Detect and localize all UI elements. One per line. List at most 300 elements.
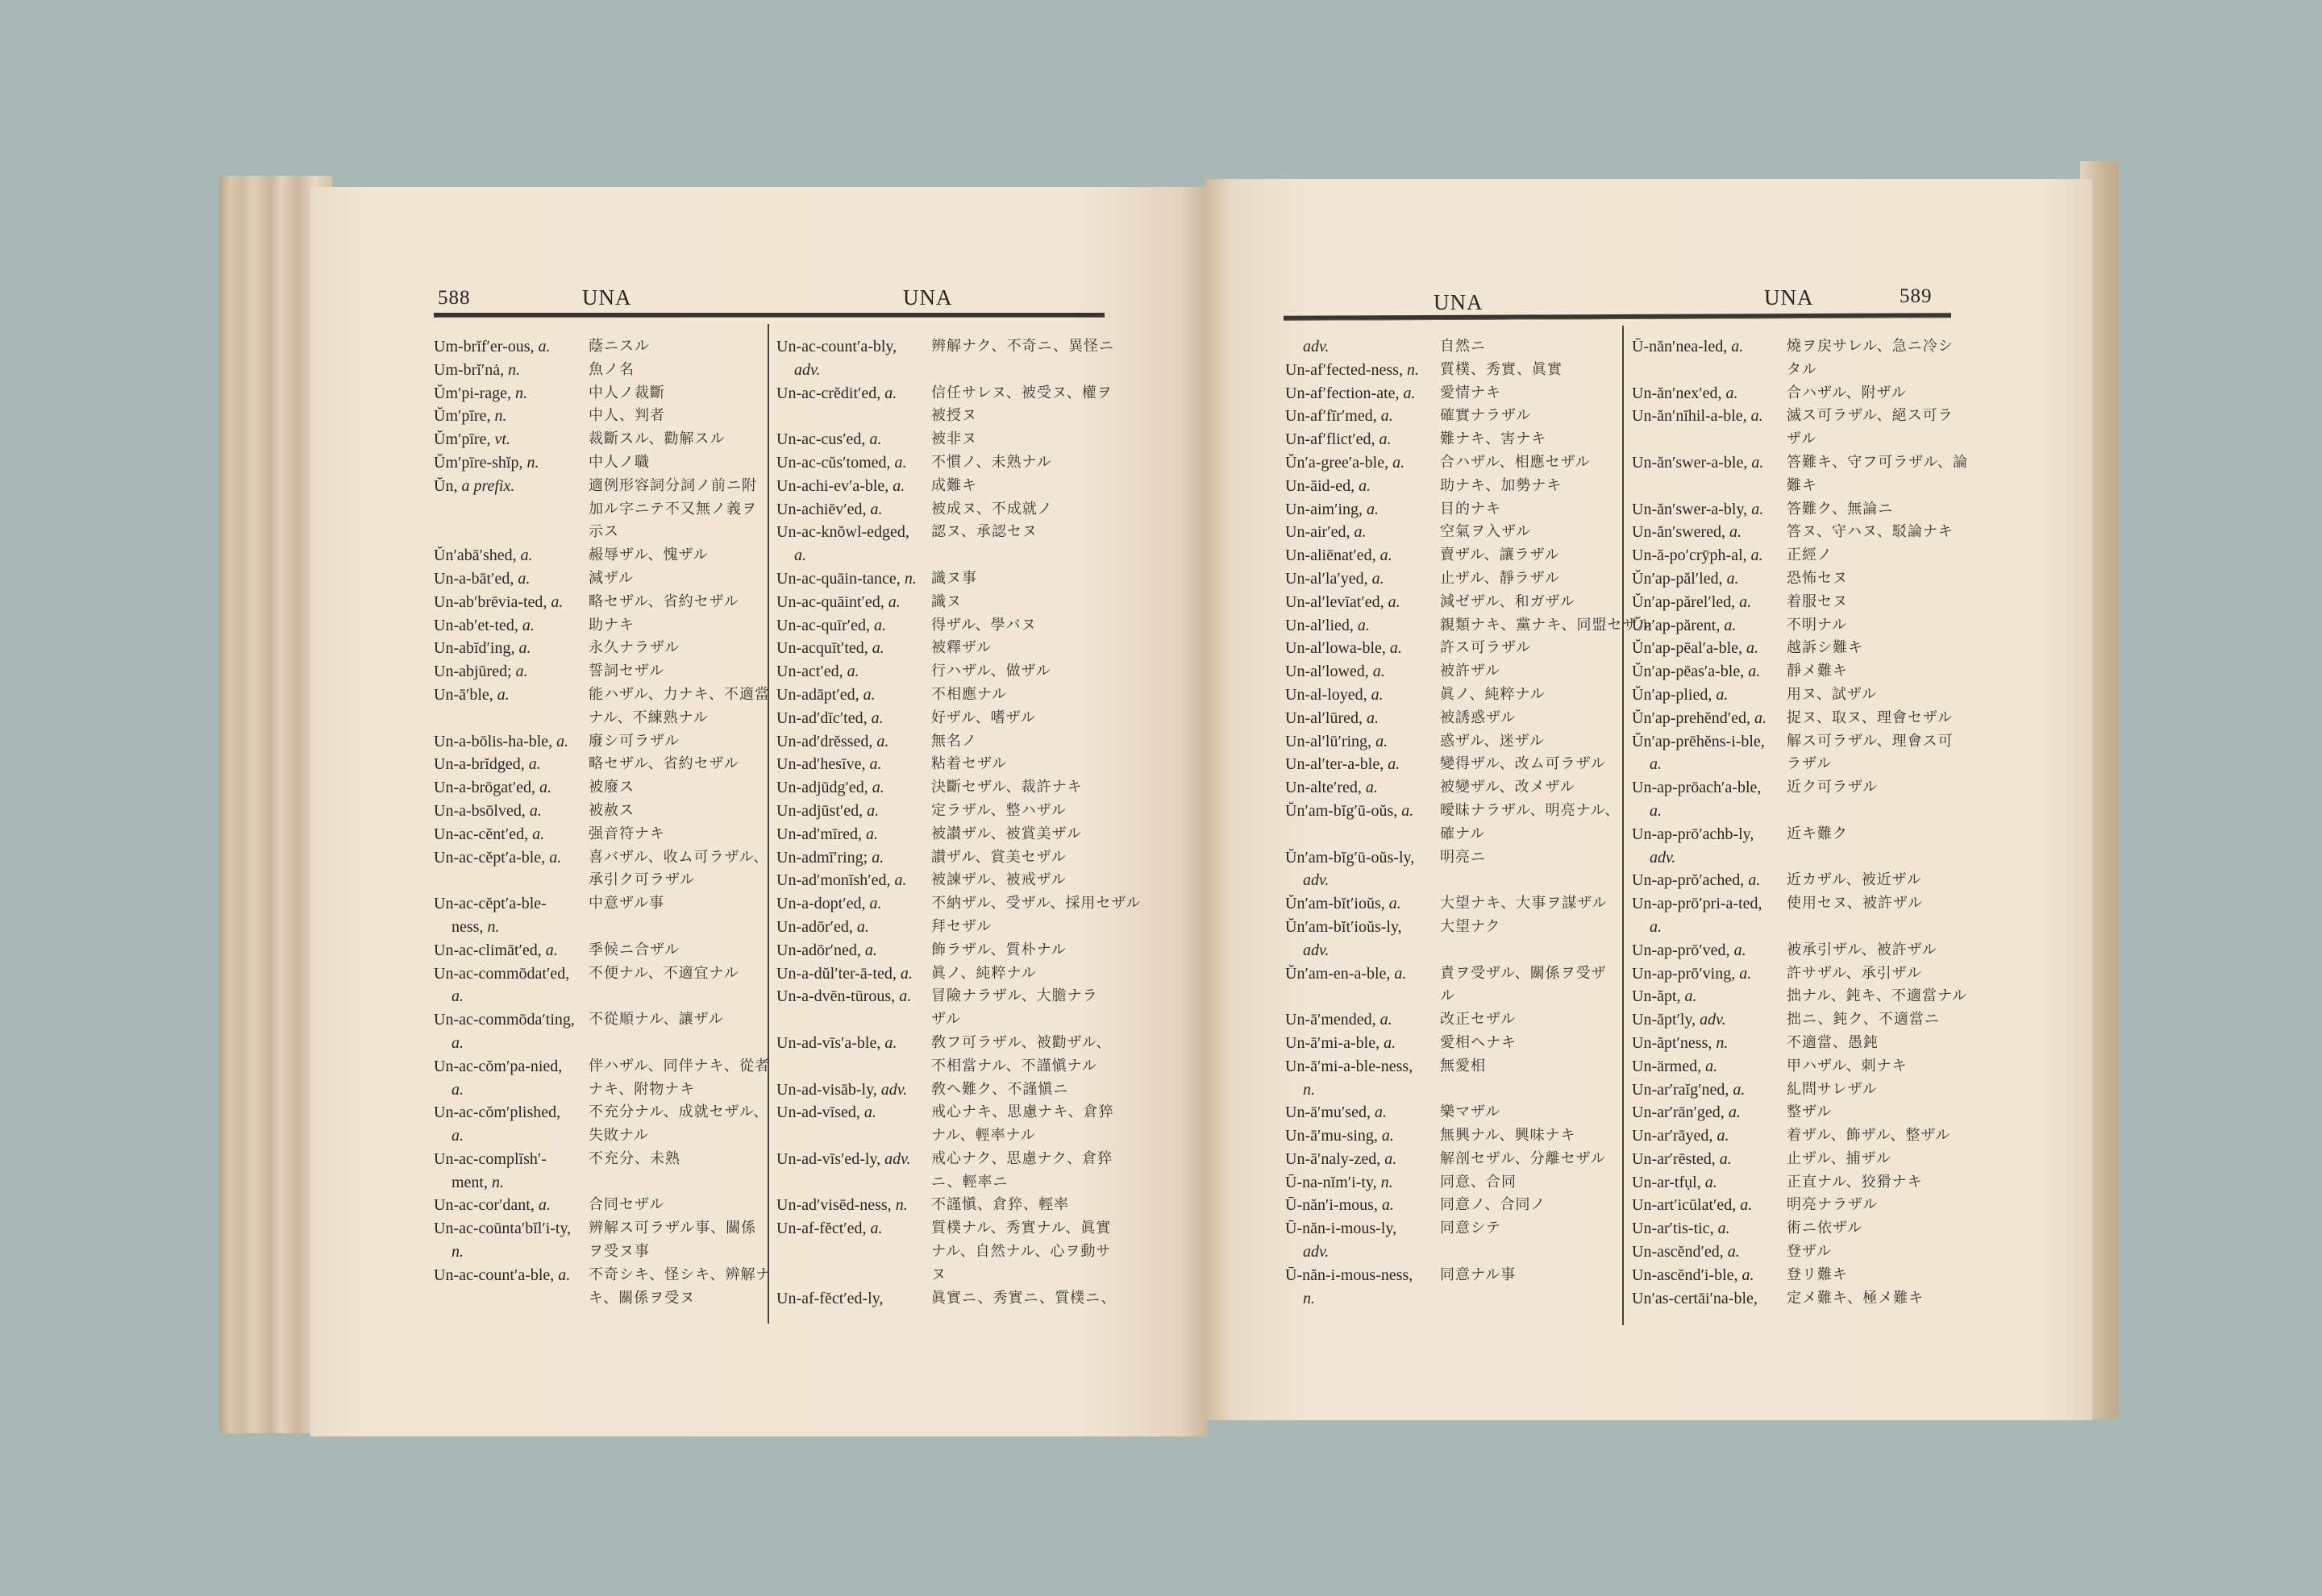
headword: Un-ăn′swered, (1632, 523, 1725, 542)
headword-line (434, 475, 589, 498)
right-column-1 (1285, 335, 1653, 1310)
headword-line (1285, 846, 1440, 870)
entry-gloss (931, 939, 1067, 962)
entry-headword (1285, 1264, 1440, 1311)
headword-line (1632, 962, 1787, 986)
dictionary-entry (1285, 892, 1653, 916)
dictionary-entry (776, 567, 1141, 591)
headword-continuation (434, 1032, 589, 1055)
gloss-line: 識ヌ事 (931, 569, 977, 587)
headword-line (776, 1194, 931, 1217)
entry-gloss (1787, 1008, 1940, 1032)
gloss-line: 使用セヌ、被許ザル (1787, 895, 1924, 912)
part-of-speech: adv. (1303, 871, 1330, 890)
entry-headword (1632, 1032, 1787, 1055)
entry-gloss (589, 800, 635, 823)
dictionary-entry (1285, 1148, 1653, 1171)
gloss-line: 强音符ナキ (589, 825, 665, 842)
right-column-2 (1632, 335, 1968, 1310)
gloss-line: 難ナキ、害ナキ (1440, 430, 1547, 448)
gloss-line: 同意ナル事 (1440, 1266, 1517, 1283)
headword: Ŭn′ap-plied, (1632, 685, 1712, 704)
part-of-speech: a. (539, 779, 551, 797)
entry-gloss (931, 335, 1114, 382)
headword: Un-ad-visāb-ly, (776, 1080, 877, 1099)
headword: Un-acquīt′ted, (776, 639, 868, 658)
part-of-speech: n. (494, 407, 507, 426)
dictionary-entry (776, 1032, 1141, 1079)
headword-line (776, 776, 931, 800)
dictionary-entry (1285, 591, 1653, 614)
entry-headword (776, 1287, 931, 1311)
headword: Un-af′fected-ness, (1285, 360, 1403, 379)
dictionary-entry (1632, 1101, 1968, 1124)
header-rule-left (434, 313, 1105, 318)
entry-headword (776, 707, 931, 730)
entry-headword (776, 985, 931, 1032)
dictionary-entry (1285, 521, 1653, 544)
dictionary-entry (1632, 1171, 1968, 1195)
gloss-line: 確ナル (1440, 825, 1486, 842)
headword-line (434, 359, 589, 382)
headword-line (434, 776, 589, 800)
dictionary-entry (1285, 1194, 1653, 1217)
headword: Un-ac-cĕpt′a-ble, (434, 848, 546, 867)
gloss-line: 被讃ザル、被賞美ザル (931, 825, 1082, 842)
headword-continuation (776, 359, 931, 382)
headword-line (1632, 1124, 1787, 1148)
gloss-line: 飾ラザル、質朴ナル (931, 941, 1067, 958)
entry-gloss (1787, 1287, 1924, 1311)
entry-headword (776, 776, 931, 800)
dictionary-entry (1632, 1032, 1968, 1055)
dictionary-entry (1285, 753, 1653, 776)
headword: Ŭn′abā′shed, (434, 547, 517, 565)
gloss-line: 拙ニ、鈍ク、不適當ニ (1787, 1011, 1940, 1029)
headword: Ŭn′ap-păl′led, (1632, 569, 1723, 588)
headword-line (1285, 684, 1440, 707)
part-of-speech: a. (863, 1103, 876, 1122)
part-of-speech: n. (1303, 1289, 1315, 1307)
headword-line (1632, 1287, 1787, 1311)
dictionary-entry (1632, 1264, 1968, 1287)
gloss-line: 被諫ザル、被戒ザル (931, 871, 1067, 889)
entry-gloss (1440, 1101, 1500, 1124)
part-of-speech: adv. (880, 1080, 908, 1099)
entry-headword (1285, 544, 1440, 567)
gloss-line: 認ヌ、承認セヌ (931, 523, 1038, 541)
gloss-line: 近キ難ク (1787, 825, 1848, 842)
entry-gloss (1440, 776, 1575, 800)
headword-continuation (434, 1079, 589, 1102)
entry-headword (1285, 567, 1440, 591)
headword-line (1285, 730, 1440, 754)
entry-headword (434, 939, 589, 962)
dictionary-entry (1632, 544, 1968, 567)
entry-gloss (931, 614, 1037, 638)
headword: Un-ā′mi-a-ble-ness, (1285, 1057, 1413, 1075)
entry-gloss (1787, 1264, 1848, 1287)
entry-headword (1632, 1055, 1787, 1079)
part-of-speech: a. (1403, 384, 1416, 402)
gloss-line: 無愛相 (1440, 1057, 1486, 1074)
entry-gloss (931, 591, 962, 614)
entry-headword (1285, 475, 1440, 498)
entry-gloss (1787, 591, 1848, 614)
dictionary-entry (434, 475, 772, 544)
dictionary-entry (776, 939, 1141, 962)
dictionary-entry (1285, 962, 1653, 1009)
headword: Ū-na-nĭm′i-ty, (1285, 1173, 1377, 1191)
gloss-line: 改正セザル (1440, 1011, 1517, 1029)
entry-headword (1632, 591, 1787, 614)
headword-line (1632, 985, 1787, 1008)
entry-gloss (931, 823, 1082, 846)
part-of-speech: a. (863, 685, 876, 704)
headword-line (1632, 591, 1787, 614)
part-of-speech: adv. (1303, 338, 1330, 355)
entry-gloss (1787, 776, 1878, 823)
headword-line (434, 1194, 589, 1217)
gloss-line: 助ナキ、加勢ナキ (1440, 476, 1563, 494)
headword-line (434, 939, 589, 962)
gloss-line: 正經ノ (1787, 547, 1833, 564)
headword-line (1285, 776, 1440, 800)
headword-line (776, 707, 931, 730)
part-of-speech: a. (1748, 663, 1761, 681)
entry-gloss (1440, 1171, 1517, 1195)
entry-gloss (931, 1194, 1069, 1217)
headword: Un-ā′ble, (434, 685, 493, 704)
dictionary-entry (1285, 567, 1653, 591)
part-of-speech: a. (1365, 779, 1378, 797)
entry-gloss (589, 567, 634, 591)
entry-headword (776, 1217, 931, 1286)
part-of-speech: a. (529, 801, 542, 820)
gloss-line: 減ザル (589, 569, 635, 587)
gloss-line: 被成ヌ、不成就ノ (931, 500, 1053, 517)
entry-headword (434, 823, 589, 846)
headword-line (776, 521, 931, 544)
entry-gloss (1787, 869, 1922, 892)
entry-headword (1632, 1008, 1787, 1032)
headword: Un-ar′rān′ged, (1632, 1103, 1725, 1122)
headword-line (434, 335, 589, 359)
part-of-speech: a. (452, 1080, 464, 1099)
gloss-line: 定メ難キ、極メ難キ (1787, 1289, 1925, 1307)
headword-continuation (1632, 800, 1787, 823)
part-of-speech: adv. (794, 360, 821, 379)
entry-gloss (931, 1101, 1114, 1148)
part-of-speech: n. (515, 384, 528, 402)
entry-headword (1632, 962, 1787, 986)
headword-line (776, 1079, 931, 1102)
entry-headword (434, 846, 589, 893)
headword-line (434, 892, 589, 916)
dictionary-entry (434, 335, 772, 359)
headword-line (1632, 451, 1787, 475)
entry-headword (1632, 1241, 1787, 1264)
headword-line (1632, 498, 1787, 522)
headword: Un-ar′rēsted, (1632, 1149, 1716, 1168)
entry-headword (434, 892, 589, 939)
headword-line (1285, 1217, 1440, 1241)
gloss-line: 不適當、愚鈍 (1787, 1033, 1879, 1051)
entry-gloss (1440, 521, 1531, 544)
headword-continuation (776, 544, 931, 567)
gloss-line: 敎ヘ難ク、不謹愼ニ (931, 1080, 1069, 1098)
part-of-speech: a. (1392, 453, 1405, 472)
entry-headword (1632, 637, 1787, 660)
headword: Un-ascĕnd′i-ble, (1632, 1266, 1738, 1284)
entry-headword (434, 1148, 589, 1195)
part-of-speech: a. (1726, 569, 1739, 588)
entry-headword (776, 962, 931, 986)
entry-headword (1285, 521, 1440, 544)
dictionary-entry (1285, 1264, 1653, 1311)
gloss-line: 中人ノ職 (589, 453, 650, 471)
entry-headword (776, 823, 931, 846)
gloss-line: 敎フ可ラザル、被勸ザル、 (931, 1033, 1112, 1051)
dictionary-entry (1632, 684, 1968, 707)
gloss-line: 中人ノ裁斷 (589, 384, 665, 401)
entry-headword (1632, 892, 1787, 939)
left-column-2 (776, 335, 1141, 1310)
dictionary-entry (776, 660, 1141, 684)
headword-line (434, 428, 589, 451)
headword-line (1632, 544, 1787, 567)
gloss-line: 不從順ナル、讓ザル (589, 1011, 724, 1029)
gloss-line: 不充分ナル、成就セザル、 (589, 1103, 769, 1121)
headword: Un-act′ed, (776, 663, 843, 681)
entry-headword (434, 637, 589, 660)
part-of-speech: a prefix. (461, 476, 515, 495)
gloss-line: 惑ザル、迷ザル (1440, 732, 1545, 750)
entry-headword (1632, 1287, 1787, 1311)
dictionary-entry (776, 1217, 1141, 1286)
headword: Un-ac-quāint′ed, (776, 592, 884, 611)
headword: Un-ad′visēd-ness, (776, 1196, 892, 1215)
part-of-speech: a. (528, 755, 541, 774)
entry-headword (776, 567, 931, 591)
headword: Un-ap-prōach′a-ble, (1632, 779, 1762, 797)
headword: Um-brĭf′er-ous, (434, 338, 535, 355)
entry-gloss (931, 475, 977, 498)
headword-line (1285, 637, 1440, 660)
headword: Un-ăn′nīhil-a-ble, (1632, 407, 1747, 426)
headword-line (1632, 707, 1787, 730)
gloss-line: 粘着セザル (931, 755, 1008, 773)
dictionary-entry (434, 800, 772, 823)
headword-line (434, 1101, 589, 1124)
entry-gloss (931, 985, 1098, 1032)
gloss-line: 不便ナル、不適宜ナル (589, 964, 739, 982)
headword: Un-a-dvēn-tūrous, (776, 987, 896, 1006)
entry-headword (1285, 916, 1440, 962)
dictionary-entry (434, 544, 772, 567)
entry-headword (1632, 1194, 1787, 1217)
entry-gloss (1440, 1264, 1516, 1311)
gloss-line: 不充分、未熟 (589, 1149, 680, 1167)
gloss-line: 賣ザル、讓ラザル (1440, 547, 1560, 564)
dictionary-entry (434, 359, 772, 382)
gloss-line: 被釋ザル (931, 639, 992, 657)
headword: Un-ap-prō′ving, (1632, 964, 1736, 983)
entry-headword (1285, 614, 1440, 638)
headword-line (1632, 1194, 1787, 1217)
headword-line (434, 800, 589, 823)
entry-headword (1285, 359, 1440, 382)
headword: Ū-năn′nea-led, (1632, 338, 1728, 355)
entry-headword (434, 1264, 589, 1311)
entry-headword (1285, 1148, 1440, 1171)
entry-gloss (1787, 1194, 1878, 1217)
headword: Un-a-dopt′ed, (776, 895, 866, 913)
gloss-line: 戒心ナク、思慮ナク、倉猝 (931, 1149, 1113, 1167)
part-of-speech: a. (1371, 685, 1384, 704)
entry-gloss (1787, 707, 1953, 730)
dictionary-entry (776, 823, 1141, 846)
headword-line (776, 730, 931, 754)
headword: Ŭn′ap-părent, (1632, 616, 1721, 634)
gloss-line: 解剖セザル、分離セザル (1440, 1149, 1606, 1167)
headword: Un-ad′mīred, (776, 825, 863, 843)
headword-line (1632, 776, 1787, 800)
entry-headword (1285, 660, 1440, 684)
entry-gloss (1787, 1217, 1862, 1241)
gloss-line: 質樸ナル、秀實ナル、眞實 (931, 1220, 1112, 1237)
part-of-speech: a. (1371, 569, 1384, 588)
entry-gloss (1787, 1171, 1923, 1195)
headword-line (776, 1287, 931, 1311)
headword: Ŭn′am-bĭt′ioŭs, (1285, 895, 1385, 913)
headword-line (434, 684, 589, 707)
entry-gloss (931, 776, 1083, 800)
gloss-line: 同意シテ (1440, 1220, 1501, 1237)
entry-gloss (589, 637, 680, 660)
headword: Un-ac-cĕpt′a-ble- (434, 895, 547, 913)
dictionary-entry (776, 753, 1141, 776)
gloss-line: 許ス可ラザル (1440, 639, 1532, 657)
entry-headword (1632, 544, 1787, 567)
gloss-line: ザル (1787, 430, 1817, 448)
part-of-speech: a. (864, 941, 877, 959)
headword: Un-ăpt, (1632, 987, 1681, 1006)
part-of-speech: vt. (494, 430, 510, 449)
headword: Un-a-brĭdged, (434, 755, 525, 774)
entry-gloss (1440, 1055, 1486, 1102)
entry-headword (1632, 730, 1787, 777)
part-of-speech: a. (1388, 895, 1401, 913)
entry-gloss (589, 892, 664, 939)
entry-headword (1632, 1148, 1787, 1171)
part-of-speech: a. (888, 592, 901, 611)
dictionary-entry (1285, 637, 1653, 660)
dictionary-entry (776, 962, 1141, 986)
gloss-line: 止ザル、靜ラザル (1440, 569, 1560, 587)
headword: Un-abīd′ing, (434, 639, 515, 658)
headword: Un-a-bsōlved, (434, 801, 526, 820)
dictionary-entry (1285, 800, 1653, 846)
entry-gloss (1440, 1194, 1546, 1217)
headword-line (1632, 1055, 1787, 1079)
headword: Un-al′lowed, (1285, 663, 1369, 681)
headword: Un-ā′mended, (1285, 1011, 1376, 1029)
gloss-line: 廢シ可ラザル (589, 732, 680, 750)
headword-line (776, 335, 931, 359)
entry-headword (1632, 1264, 1787, 1287)
entry-headword (434, 753, 589, 776)
dictionary-entry (1285, 776, 1653, 800)
gloss-line: 靜メ難キ (1787, 663, 1848, 680)
entry-headword (434, 962, 589, 1009)
dictionary-entry (1285, 730, 1653, 754)
headword: Un-ac-commōdat′ed, (434, 964, 570, 983)
entry-gloss (589, 359, 635, 382)
entry-headword (776, 498, 931, 522)
entry-headword (434, 776, 589, 800)
dictionary-entry (1632, 498, 1968, 522)
dictionary-entry (1285, 1217, 1653, 1264)
dictionary-entry (1285, 451, 1653, 475)
part-of-speech: a. (866, 825, 879, 843)
headword: Un-ac-cŏm′plished, (434, 1103, 561, 1122)
dictionary-entry (1285, 475, 1653, 498)
entry-headword (1632, 939, 1787, 962)
part-of-speech: a. (538, 338, 551, 355)
entry-gloss (1440, 475, 1562, 498)
dictionary-entry (434, 962, 772, 1009)
dictionary-entry (1632, 939, 1968, 962)
headword-line (1285, 382, 1440, 405)
headword: Un-ad-vīs′ed-ly, (776, 1149, 881, 1168)
entry-gloss (1440, 846, 1486, 893)
entry-headword (434, 428, 589, 451)
dictionary-entry (434, 776, 772, 800)
gloss-line: 減ゼザル、和ガザル (1440, 592, 1575, 610)
entry-headword (1285, 637, 1440, 660)
dictionary-entry (1285, 1032, 1653, 1055)
gloss-line: 大望ナク (1440, 917, 1501, 935)
gloss-line: ナル、不練熟ナル (589, 709, 709, 726)
headword: Un-abjūred; (434, 663, 512, 681)
dictionary-entry (434, 684, 772, 730)
headword-line (1285, 451, 1440, 475)
part-of-speech: a. (1728, 1103, 1741, 1122)
headword: Un-ăn′nex′ed, (1632, 384, 1722, 402)
headword-line (434, 1055, 589, 1079)
dictionary-entry (434, 1055, 772, 1102)
dictionary-entry (1632, 1124, 1968, 1148)
part-of-speech: a. (1731, 338, 1744, 355)
dictionary-entry (1285, 660, 1653, 684)
headword-line (776, 753, 931, 776)
part-of-speech: a. (1717, 1220, 1730, 1238)
gloss-line: 登リ難キ (1787, 1266, 1848, 1283)
headword: Un-ar-tfụl, (1632, 1173, 1701, 1191)
dictionary-entry (434, 428, 772, 451)
headword-line (434, 1008, 589, 1032)
dictionary-entry (1632, 707, 1968, 730)
headword: Un-ac-cor′dant, (434, 1196, 535, 1215)
entry-gloss (1787, 939, 1937, 962)
entry-headword (1285, 335, 1440, 359)
headword: Un-a-dŭl′ter-ā-ted, (776, 964, 897, 983)
headword: Un-adōr′ed, (776, 917, 853, 936)
part-of-speech: a. (1650, 917, 1662, 936)
part-of-speech: a. (1650, 755, 1662, 774)
part-of-speech: a. (1750, 547, 1763, 565)
